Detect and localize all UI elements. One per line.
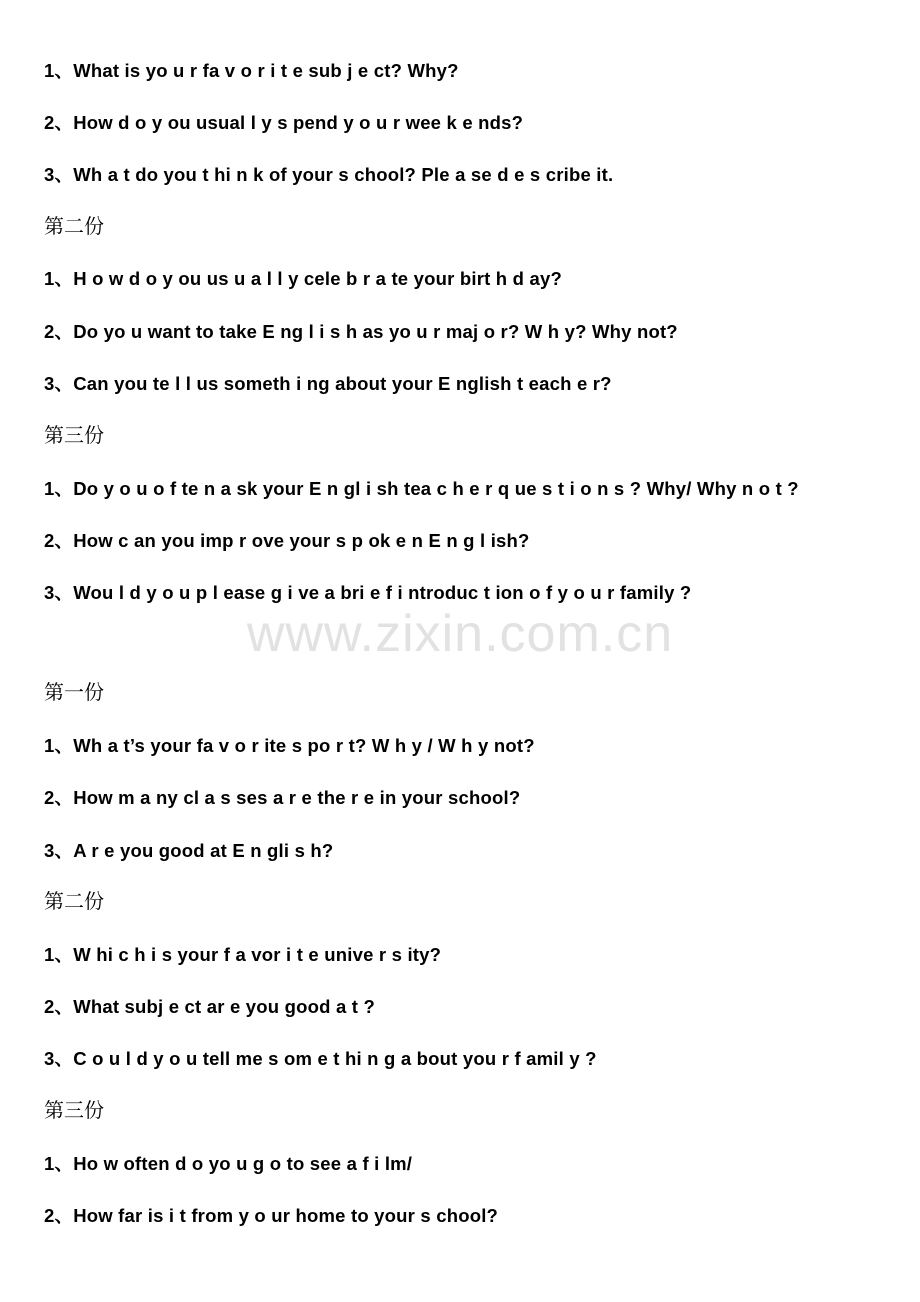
- question-line: 3、C o u l d y o u tell me s om e t hi n g a bout you r f amil y ?: [44, 1048, 597, 1069]
- question-line: 3、Wou l d y o u p l ease g i ve a bri e f i ntroduc t ion o f y o u r family ?: [44, 582, 692, 603]
- watermark: www.zixin.com.cn: [246, 605, 674, 663]
- question-line: 1、Ho w often d o yo u g o to see a f i lm/: [44, 1153, 413, 1174]
- question-line: 2、What subj e ct ar e you good a t ?: [44, 996, 375, 1017]
- section-heading: 第三份: [44, 423, 104, 447]
- question-line: 3、Wh a t do you t hi n k of your s chool? Ple a se d e s cribe it.: [44, 164, 614, 185]
- question-line: 2、How far is i t from y o ur home to your s chool?: [44, 1205, 499, 1226]
- section-heading: 第二份: [44, 214, 104, 238]
- section-heading: 第一份: [44, 680, 104, 704]
- question-line: 1、Wh a t’s your fa v o r ite s po r t? W h y / W h y not?: [44, 735, 535, 756]
- question-line: 2、How m a ny cl a s ses a r e the r e in your school?: [44, 787, 521, 808]
- section-heading: 第二份: [44, 889, 104, 913]
- question-line: 2、Do yo u want to take E ng l i s h as yo u r maj o r? W h y? Why not?: [44, 321, 678, 342]
- question-line: 3、A r e you good at E n gli s h?: [44, 840, 334, 861]
- question-line: 1、Do y o u o f te n a sk your E n gl i sh tea c h e r q ue s t i o n s ? Why/ Why n o t ?: [44, 478, 799, 499]
- question-line: 3、Can you te l l us someth i ng about your E nglish t each e r?: [44, 373, 612, 394]
- question-line: 1、H o w d o y ou us u a l l y cele b r a te your birt h d ay?: [44, 268, 562, 289]
- question-line: 1、W hi c h i s your f a vor i t e unive r s ity?: [44, 944, 442, 965]
- question-line: 1、What is yo u r fa v o r i t e sub j e ct? Why?: [44, 60, 459, 81]
- section-heading: 第三份: [44, 1098, 104, 1122]
- question-line: 2、How d o y ou usual l y s pend y o u r wee k e nds?: [44, 112, 524, 133]
- question-line: 2、How c an you imp r ove your s p ok e n E n g l ish?: [44, 530, 530, 551]
